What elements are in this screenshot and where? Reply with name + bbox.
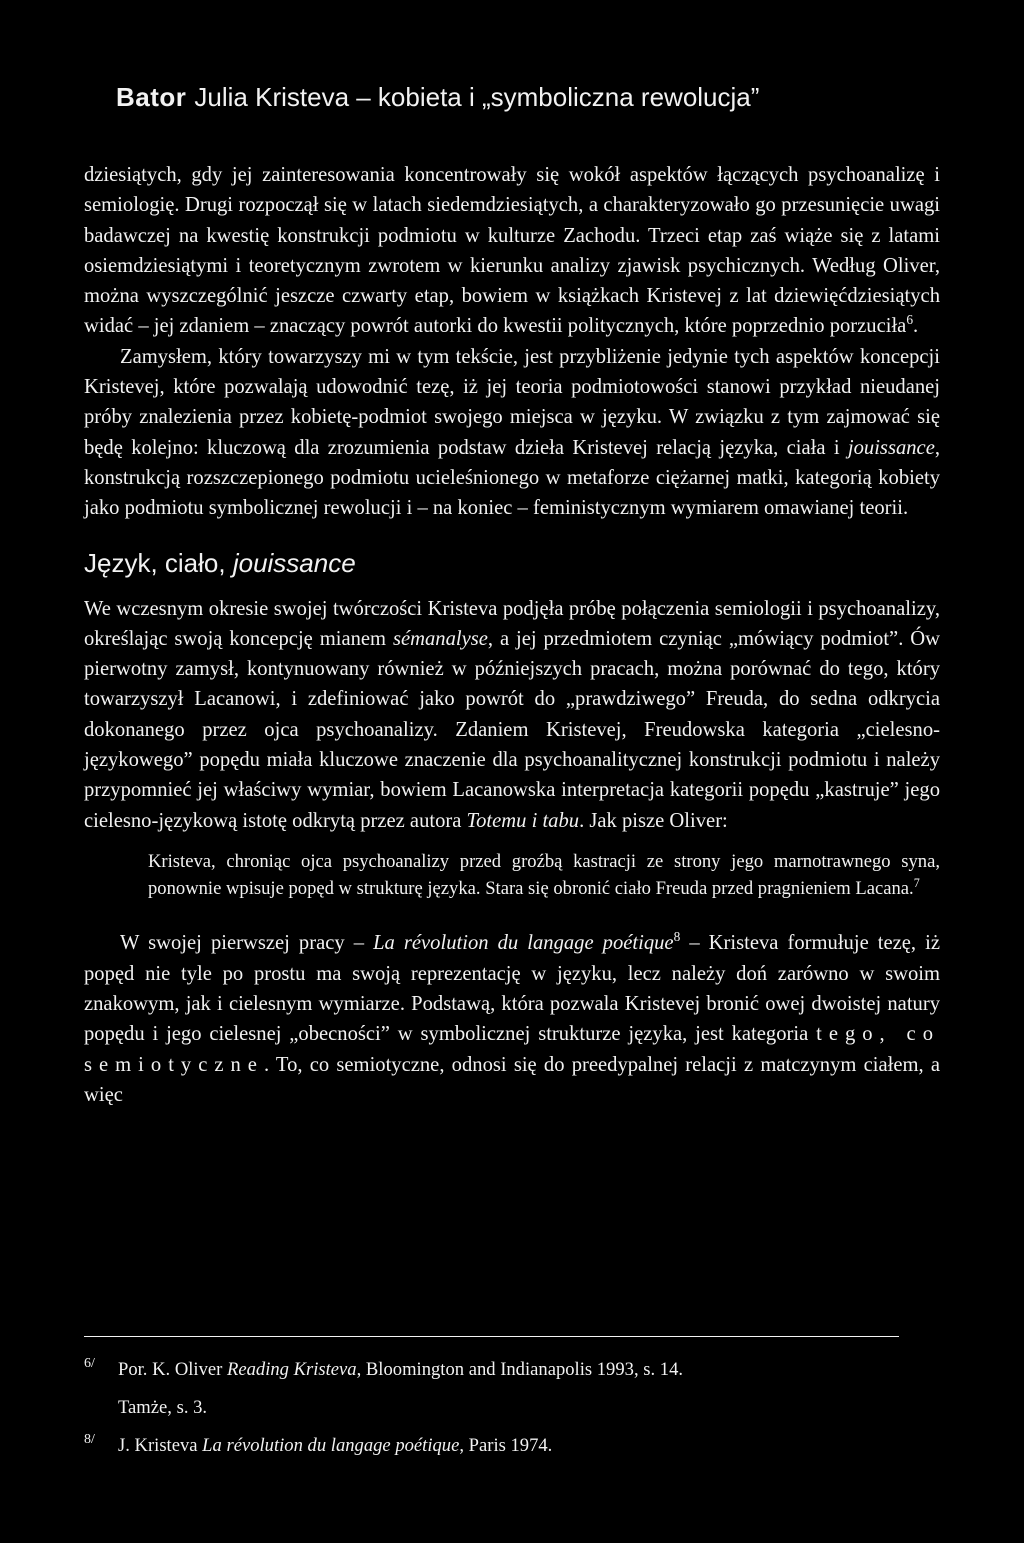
section-heading-italic: jouissance (232, 547, 356, 578)
block-quote-text: Kristeva, chroniąc ojca psychoanalizy przed groźbą kastracji ze strony jego marnotrawnego syna, ponownie wpisuje popęd w strukturę języka. Stara się obronić ciało Freuda przed pragnieniem Lacana. (148, 850, 940, 900)
paragraph-1 (84, 160, 940, 342)
footnote-ref-6: 6 (906, 312, 913, 328)
paragraph-4-spaced-term: tego, co semiotyczne (84, 1023, 940, 1076)
footnote-italic: La révolution du langage poétique (202, 1435, 460, 1456)
paragraph-4-text-a: W swojej pierwszej pracy – (120, 932, 374, 955)
header-author: Bator (116, 82, 187, 112)
paragraph-4-italic: La révolution du langage poétique (373, 932, 674, 955)
running-header (116, 82, 759, 113)
footnote-8 (84, 1432, 940, 1460)
paragraph-3-italic-2: Totemu i tabu (466, 809, 580, 832)
section-heading (84, 548, 940, 578)
header-title: Julia Kristeva – kobieta i „symboliczna rewolucja” (194, 82, 760, 112)
paragraph-3-italic-1: sémanalyse (392, 627, 488, 650)
paragraph-2-text-a: Zamysłem, który towarzyszy mi w tym tekście, jest przybliżenie jedynie tych aspektów koncepcji Kristevej, które pozwalają udowodnić tezę, iż jej teoria podmiotowości stanowi przykład nieudanej próby znalezienia przez kobietę-podmiot swojego miejsca w języku. W związku z tym zajmować się będę kolejno: kluczową dla zrozumienia podstaw dzieła Kristevej relacją języka, ciała i (84, 345, 940, 459)
body-text (84, 160, 940, 1110)
paragraph-3-text-b: , a jej przedmiotem czyniąc „mówiący podmiot”. Ów pierwotny zamysł, kontynuowany również w późniejszych pracach, można porównać do tego, który towarzyszył Lacanowi, i zdefiniować jako powrót do „prawdziwego” Freuda, do sedna odkrycia dokonanego przez ojca psychoanalizy. Zdaniem Kristevej, Freudowska kategoria „cielesno-językowego” popędu miała kluczowe znaczenie dla psychoanalitycznej konstrukcji podmiotu i należy przypomnieć jej właściwy wymiar, bowiem Lacanowska interpretacja kategorii popędu „kastruje” jego cielesno-językową istotę odkrytą przez autora (84, 627, 940, 832)
footnote-ref-8: 8 (673, 929, 681, 945)
paragraph-2-text-b: , konstrukcją rozszczepionego podmiotu ucieleśnionego w metaforze ciężarnej matki, kategorią kobiety jako podmiotu symbolicznej rewolucji i – na koniec – feministycznym wymiarem omawianej teorii. (84, 436, 940, 520)
block-quote (148, 848, 940, 902)
paragraph-3-text-c: . Jak pisze Oliver: (579, 809, 728, 832)
footnote-italic: Reading Kristeva (226, 1359, 357, 1380)
footnote-rule (84, 1336, 899, 1337)
paragraph-2 (84, 342, 940, 524)
paragraph-2-italic: jouissance (847, 436, 935, 459)
section-heading-text: Język, ciało, (84, 547, 233, 578)
footnotes (84, 1356, 940, 1470)
paragraph-3 (84, 594, 940, 836)
paragraph-3-text-a: We wczesnym okresie swojej twórczości Kristeva podjęła próbę połączenia semiologii i psychoanalizy, określając swoją koncepcję mianem (84, 597, 940, 650)
footnote-text-b: , Paris 1974. (459, 1435, 553, 1456)
paragraph-4 (84, 928, 940, 1110)
paragraph-1-text: dziesiątych, gdy jej zainteresowania koncentrowały się wokół aspektów łączących psychoanalizę i semiologię. Drugi rozpoczął się w latach siedemdziesiątych, a charakteryzowało go przesunięcie uwagi badawczej na kwestię konstrukcji podmiotu w kulturze Zachodu. Trzeci etap zaś wiąże się z latami osiemdziesiątymi i teoretycznym zwrotem w kierunku analizy zjawisk psychicznych. Według Oliver, można wyszczególnić jeszcze czwarty etap, bowiem w książkach Kristevej z lat dziewięćdziesiątych widać – jej zdaniem – znaczący powrót autorki do kwestii politycznych, które poprzednio porzuciła (84, 164, 940, 338)
footnote-mark: 6/ (84, 1356, 95, 1371)
paragraph-4-text-c: . To, co semiotyczne, odnosi się do preedypalnej relacji z matczynym ciałem, a więc (84, 1053, 940, 1106)
paragraph-4-text-b: – Kristeva formułuje tezę, iż popęd nie tyle po prostu ma swoją reprezentację w języku, lecz należy doń zarówno w swoim znakowym, jak i cielesnym wymiarze. Podstawą, która pozwala Kristevej bronić owej dwoistej natury popędu i jego cielesnej „obecności” w symbolicznej strukturze języka, jest kategoria (84, 932, 940, 1046)
paragraph-1-end: . (913, 315, 919, 338)
footnote-7 (84, 1394, 940, 1422)
footnote-text-a: Por. K. Oliver (118, 1359, 227, 1380)
footnote-text-b: , Bloomington and Indianapolis 1993, s. 14. (356, 1359, 684, 1380)
footnote-6 (84, 1356, 940, 1384)
footnote-ref-7: 7 (913, 875, 920, 890)
footnote-mark: 8/ (84, 1432, 95, 1447)
footnote-text-a: J. Kristeva (118, 1435, 203, 1456)
footnote-text-a: Tamże, s. 3. (118, 1397, 208, 1418)
